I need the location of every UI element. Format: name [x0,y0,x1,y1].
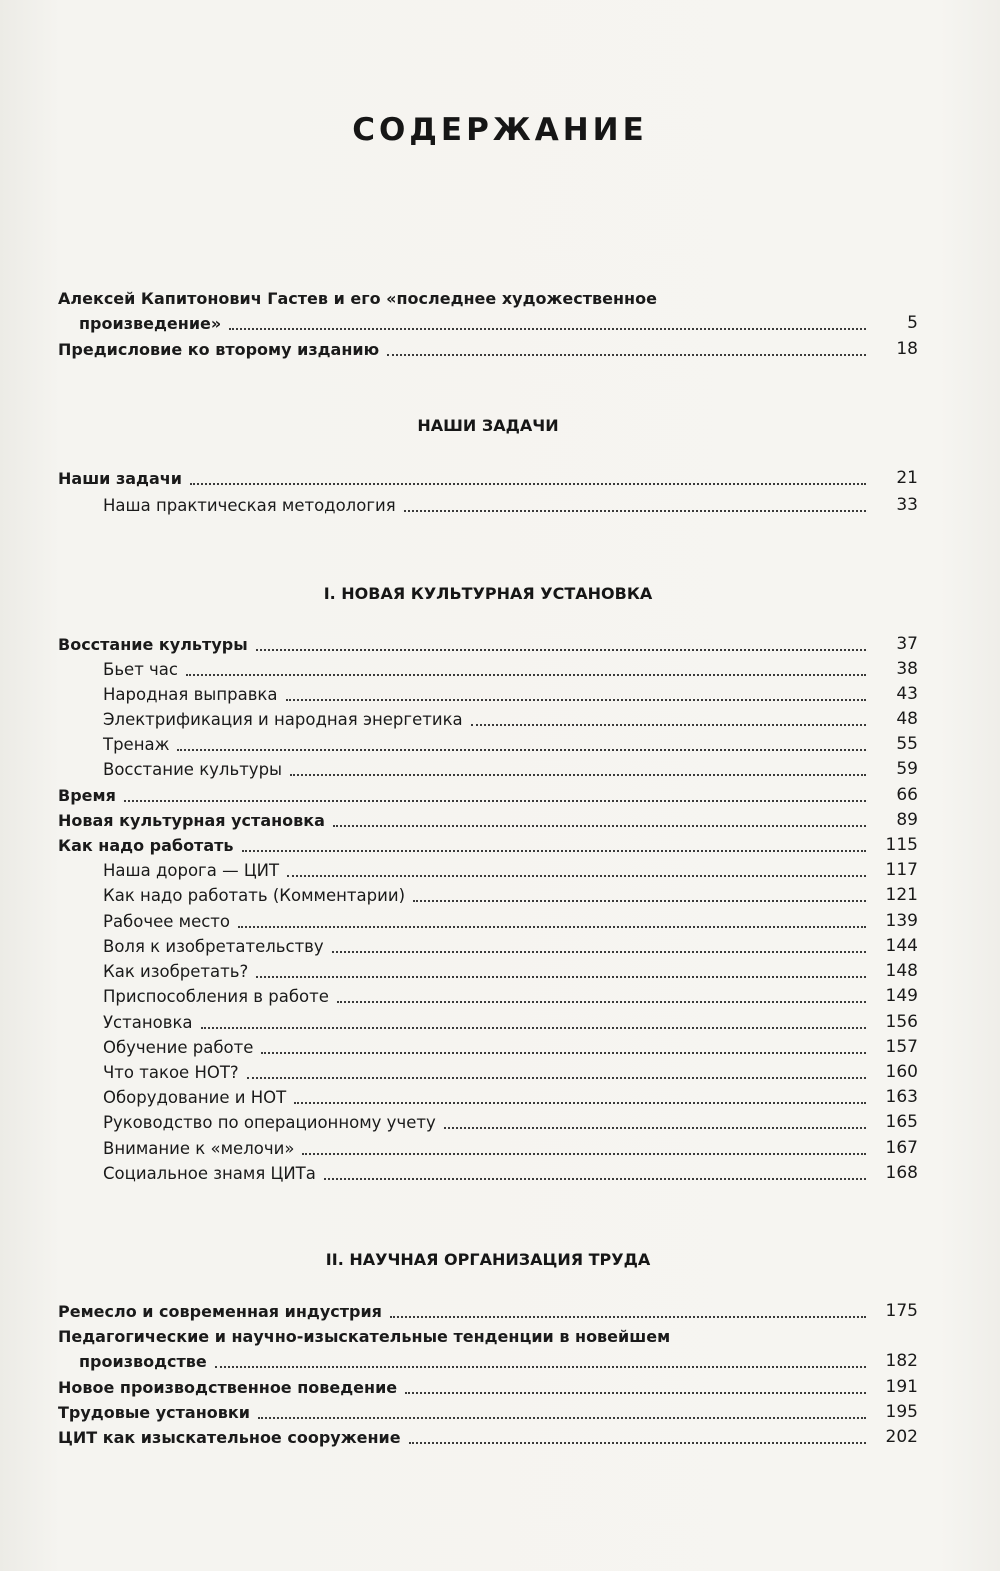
toc-page-number: 55 [896,734,918,754]
dot-leader [256,976,866,978]
toc-entry[interactable] [103,493,918,518]
toc-page-number: 165 [885,1112,918,1132]
toc-entry[interactable] [103,1085,918,1110]
toc-page-number: 149 [885,986,918,1006]
dot-leader [413,900,866,902]
dot-leader [405,1392,866,1394]
dot-leader [332,951,866,953]
toc-page-number: 117 [885,860,918,880]
toc-entry-label: Как изобретать? [103,962,249,981]
toc-entry-label: Ремесло и современная индустрия [58,1302,382,1321]
toc-entry[interactable] [103,883,918,908]
toc-page-number: 175 [885,1301,918,1321]
toc-entry[interactable] [103,1110,918,1135]
toc-entry-label: Народная выправка [103,685,278,704]
toc-entry[interactable] [103,682,918,707]
dot-leader [258,1417,866,1419]
dot-leader [404,510,866,512]
toc-page-number: 182 [885,1351,918,1371]
toc-entry[interactable] [79,311,918,336]
toc-entry[interactable] [58,1299,918,1324]
toc-entry[interactable] [58,632,918,657]
toc-page-number: 18 [896,339,918,359]
dot-leader [337,1001,866,1003]
toc-entry[interactable] [58,808,918,833]
toc-entry-label: Социальное знамя ЦИТа [103,1164,316,1183]
toc-page-number: 144 [885,936,918,956]
toc-page-number: 66 [896,785,918,805]
dot-leader [124,800,866,802]
dot-leader [238,926,866,928]
toc-entry[interactable] [103,1060,918,1085]
dot-leader [287,875,866,877]
section-heading: I. НОВАЯ КУЛЬТУРНАЯ УСТАНОВКА [323,584,653,603]
toc-entry[interactable] [58,783,918,808]
toc-page-number: 33 [896,495,918,515]
toc-entry[interactable] [103,1161,918,1186]
toc-page-number: 21 [896,468,918,488]
toc-page-number: 37 [896,634,918,654]
dot-leader [390,1316,866,1318]
section-heading: НАШИ ЗАДАЧИ [417,416,559,435]
dot-leader [471,724,866,726]
toc-entry-label: Установка [103,1013,193,1032]
toc-entry-label: Электрификация и народная энергетика [103,710,463,729]
toc-entry-label: Предисловие ко второму изданию [58,340,380,359]
toc-page-number: 157 [885,1037,918,1057]
toc-page-number: 148 [885,961,918,981]
dot-leader [286,699,867,701]
dot-leader [333,825,866,827]
dot-leader [444,1127,866,1129]
dot-leader [177,749,866,751]
dot-leader [186,674,866,676]
toc-page-number: 156 [885,1012,918,1032]
toc-entry[interactable] [58,1400,918,1425]
toc-page-number: 38 [896,659,918,679]
toc-page-number: 163 [885,1087,918,1107]
toc-entry[interactable] [103,984,918,1009]
toc-page-number: 139 [885,911,918,931]
toc-entry-label: Внимание к «мелочи» [103,1139,295,1158]
page-title: СОДЕРЖАНИЕ [352,112,648,148]
toc-page-number: 59 [896,759,918,779]
toc-entry-label: Время [58,786,116,805]
dot-leader [215,1366,866,1368]
toc-entry-label: Как надо работать [58,836,234,855]
dot-leader [387,354,866,356]
toc-entry-label: Тренаж [103,735,170,754]
toc-entry-label: Новое производственное поведение [58,1378,398,1397]
toc-page-number: 115 [885,835,918,855]
dot-leader [229,328,866,330]
toc-entry[interactable] [103,858,918,883]
toc-entry[interactable] [58,466,918,491]
toc-entry-label: Руководство по операционному учету [103,1113,436,1132]
toc-entry[interactable] [103,1010,918,1035]
dot-leader [324,1178,866,1180]
toc-page-number: 5 [907,313,918,333]
dot-leader [256,649,866,651]
toc-entry[interactable] [103,707,918,732]
toc-entry-line1: Педагогические и научно-изыскательные тенденции в новейшем [58,1327,671,1346]
toc-entry-label: Воля к изобретательству [103,937,324,956]
toc-entry-label: произведение» [79,314,222,333]
toc-entry[interactable] [58,833,918,858]
dot-leader [409,1442,866,1444]
toc-entry[interactable] [58,337,918,362]
dot-leader [290,774,866,776]
dot-leader [190,483,866,485]
toc-entry-label: Обучение работе [103,1038,254,1057]
toc-entry-line1: Алексей Капитонович Гастев и его «последнее художественное [58,289,657,308]
dot-leader [261,1052,866,1054]
toc-entry[interactable] [103,657,918,682]
toc-entry-label: Что такое НОТ? [103,1063,239,1082]
dot-leader [294,1102,866,1104]
toc-page-number: 202 [885,1427,918,1447]
toc-entry-label: Как надо работать (Комментарии) [103,886,406,905]
toc-entry[interactable] [79,1349,918,1374]
toc-entry-label: Наши задачи [58,469,182,488]
toc-entry[interactable] [103,757,918,782]
toc-page-number: 48 [896,709,918,729]
dot-leader [302,1153,866,1155]
toc-page-number: 191 [885,1377,918,1397]
toc-entry-label: Оборудование и НОТ [103,1088,287,1107]
toc-entry[interactable] [58,1375,918,1400]
toc-entry-label: Приспособления в работе [103,987,329,1006]
dot-leader [242,850,866,852]
toc-entry[interactable] [58,1425,918,1450]
dot-leader [247,1077,866,1079]
toc-entry[interactable] [103,732,918,757]
toc-entry-label: Восстание культуры [103,760,283,779]
toc-entry-label: производстве [79,1352,207,1371]
toc-entry-label: Наша дорога — ЦИТ [103,861,280,880]
toc-page-number: 43 [896,684,918,704]
toc-page-number: 195 [885,1402,918,1422]
toc-page-number: 121 [885,885,918,905]
toc-entry-label: Рабочее место [103,912,231,931]
toc-entry[interactable] [103,1136,918,1161]
toc-entry[interactable] [103,1035,918,1060]
toc-page-number: 167 [885,1138,918,1158]
dot-leader [201,1027,866,1029]
toc-entry[interactable] [103,959,918,984]
toc-entry[interactable] [103,909,918,934]
toc-entry-label: Наша практическая методология [103,496,396,515]
toc-entry-label: ЦИТ как изыскательное сооружение [58,1428,401,1447]
toc-page-number: 160 [885,1062,918,1082]
toc-page-number: 168 [885,1163,918,1183]
toc-entry[interactable] [103,934,918,959]
toc-entry-label: Бьет час [103,660,178,679]
toc-entry-label: Новая культурная установка [58,811,325,830]
toc-entry-label: Трудовые установки [58,1403,250,1422]
section-heading: II. НАУЧНАЯ ОРГАНИЗАЦИЯ ТРУДА [325,1250,651,1269]
toc-page-number: 89 [896,810,918,830]
toc-entry-label: Восстание культуры [58,635,248,654]
